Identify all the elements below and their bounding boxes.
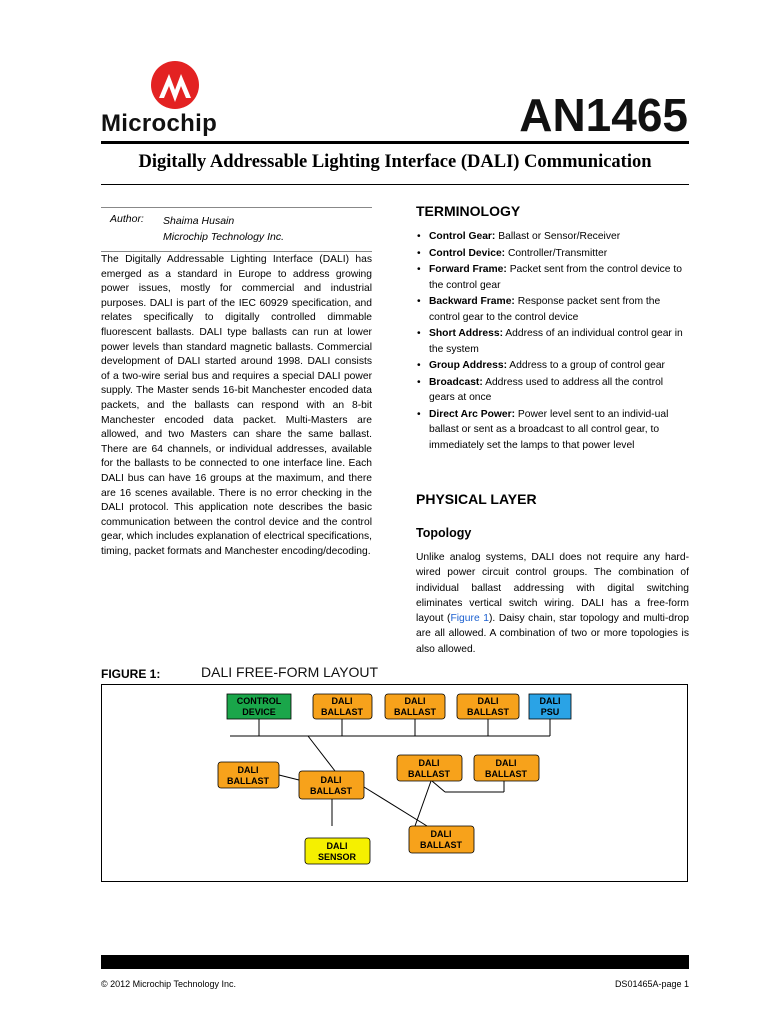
term: Group Address:	[429, 360, 507, 372]
ballast-box-left	[218, 762, 279, 788]
ballast-box-bottom	[409, 826, 474, 853]
physical-layer-heading: PHYSICAL LAYER	[416, 491, 537, 507]
ballast-box-top-1	[313, 694, 372, 719]
header-rule	[101, 141, 689, 144]
term-definition: Address of an individual control gear in the system	[429, 328, 683, 355]
ballast-box-top-2	[385, 694, 445, 719]
term-definition: Controller/Transmitter	[505, 247, 608, 259]
ballast-box-top-3	[457, 694, 519, 719]
topology-heading: Topology	[416, 526, 472, 540]
term: Backward Frame:	[429, 296, 515, 308]
ballast-label-line1: DALI	[430, 829, 452, 839]
ballast-label-line1: DALI	[237, 765, 259, 775]
psu-box	[529, 694, 571, 719]
footer-copyright: © 2012 Microchip Technology Inc.	[101, 979, 237, 989]
terminology-item	[416, 375, 689, 406]
ballast-label-line2: BALLAST	[321, 707, 363, 717]
term: Short Address:	[429, 328, 503, 340]
ballast-label-line2: BALLAST	[310, 786, 352, 796]
bullet-icon: •	[417, 264, 421, 276]
term-definition: Packet sent from the control device to the control gear	[429, 264, 682, 291]
bullet-icon: •	[417, 247, 421, 259]
term: Direct Arc Power:	[429, 409, 516, 420]
ballast-box-right-2	[474, 755, 539, 781]
terminology-item	[416, 262, 689, 293]
terminology-list	[416, 229, 689, 454]
intro-paragraph: The Digitally Addressable Lighting Interface (DALI) has emerged as a standard in Europe to address growing power issues, mostly for commercial and industrial purposes. DALI is part of the IEC 60929 specification, and relates specifically to digitally controlled dimmable fluorescent ballasts. DALI type ballasts can run at lower power levels than standard magnetic ballasts. Commercial development of DALI started around 1998. DALI consists of a two-wire serial bus and requires a special DALI power supply. The Master sends 16-bit Manchester encoded data packets, and the ballasts can respond with an 8-bit Manchester encoded data packet. Multi-Masters are allowed, and two Masters can share the same ballast. There are 64 channels, or individual addresses, available for the ballasts to be connected to one interface line. Each DALI bus can have 16 groups at the maximum, and there are 16 scenes available. There is no error checking in the DALI protocol. This application note describes the basic communication between the control device and the control gear, which includes explanation of electrical specifications, timing, packet formats and Manchester encoding/decoding.	[101, 254, 372, 557]
terminology-heading: TERMINOLOGY	[416, 203, 521, 219]
author-info	[163, 213, 284, 245]
topology-text-end: ). Daisy chain, star topology and multi-drop are all allowed. A combination of two or more topologies is also allowed.	[416, 613, 689, 655]
footer-bar	[101, 955, 689, 969]
ballast-label-line2: BALLAST	[227, 776, 269, 786]
dali-layout-diagram	[101, 684, 688, 882]
term-definition: Response packet sent from the control gear to the control device	[429, 296, 661, 323]
term-definition: Address used to address all the control gears at once	[429, 377, 664, 404]
terminology-item	[416, 246, 689, 261]
figure-title: DALI FREE-FORM LAYOUT	[201, 664, 379, 680]
term-definition: Address to a group of control gear	[507, 360, 665, 372]
author-company: Microchip Technology Inc.	[163, 231, 285, 243]
control-device-line1: CONTROL	[236, 696, 282, 706]
ballast-label-line1: DALI	[404, 696, 426, 706]
microchip-logo-text: Microchip	[101, 110, 218, 137]
ballast-label-line1: DALI	[418, 758, 440, 768]
author-name: Shaima Husain	[163, 215, 235, 227]
page-title: Digitally Addressable Lighting Interface (DALI) Communication	[138, 152, 652, 172]
ballast-label-line1: DALI	[477, 696, 499, 706]
figure-label: FIGURE 1:	[101, 667, 161, 681]
topology-text-start: Unlike analog systems, DALI does not require any hard-wired power circuit control groups. The combination of individual ballast addressing with digital switching eliminates vertical switch wiring. DALI has a free-form layout (	[416, 552, 689, 625]
psu-label-line2: PSU	[540, 707, 560, 717]
ballast-label-line2: BALLAST	[467, 707, 509, 717]
terminology-item	[416, 358, 689, 373]
ballast-label-line1: DALI	[495, 758, 517, 768]
bullet-icon: •	[417, 377, 421, 389]
control-device-box	[227, 694, 291, 719]
bullet-icon: •	[417, 328, 421, 340]
footer-page-number: DS01465A-page 1	[614, 979, 689, 989]
ballast-label-line2: BALLAST	[420, 840, 462, 850]
author-label: Author:	[110, 213, 144, 225]
term-definition: Ballast or Sensor/Receiver	[495, 231, 621, 242]
doc-number: AN1465	[519, 89, 688, 141]
bullet-icon: •	[417, 409, 421, 420]
terminology-item	[416, 407, 689, 453]
term: Control Device:	[429, 247, 506, 259]
ballast-label-line2: BALLAST	[485, 769, 527, 779]
control-device-line2: DEVICE	[242, 707, 276, 717]
sensor-box	[305, 838, 370, 864]
term: Control Gear:	[429, 231, 496, 242]
topology-paragraph	[416, 550, 689, 657]
ballast-box-center	[299, 771, 364, 799]
term: Forward Frame:	[429, 264, 507, 276]
terminology-item	[416, 326, 689, 357]
figure-1-link[interactable]: Figure 1	[450, 613, 489, 625]
term-definition: Power level sent to an individ-ual ballast or sent as a broadcast to all control gear, to immediately set the lamps to that power level	[429, 409, 669, 451]
sensor-label-line1: DALI	[326, 841, 348, 851]
ballast-label-line1: DALI	[320, 775, 342, 785]
ballast-label-line2: BALLAST	[394, 707, 436, 717]
psu-label-line1: DALI	[539, 696, 561, 706]
ballast-label-line2: BALLAST	[408, 769, 450, 779]
bullet-icon: •	[417, 231, 421, 242]
terminology-item	[416, 294, 689, 325]
microchip-logo-icon	[150, 60, 200, 110]
ballast-label-line1: DALI	[331, 696, 353, 706]
sensor-label-line2: SENSOR	[317, 852, 357, 862]
bullet-icon: •	[417, 296, 421, 308]
bullet-icon: •	[417, 360, 421, 372]
ballast-box-right-1	[397, 755, 462, 781]
term: Broadcast:	[429, 377, 483, 389]
title-rule	[101, 184, 689, 185]
terminology-item	[416, 229, 689, 244]
